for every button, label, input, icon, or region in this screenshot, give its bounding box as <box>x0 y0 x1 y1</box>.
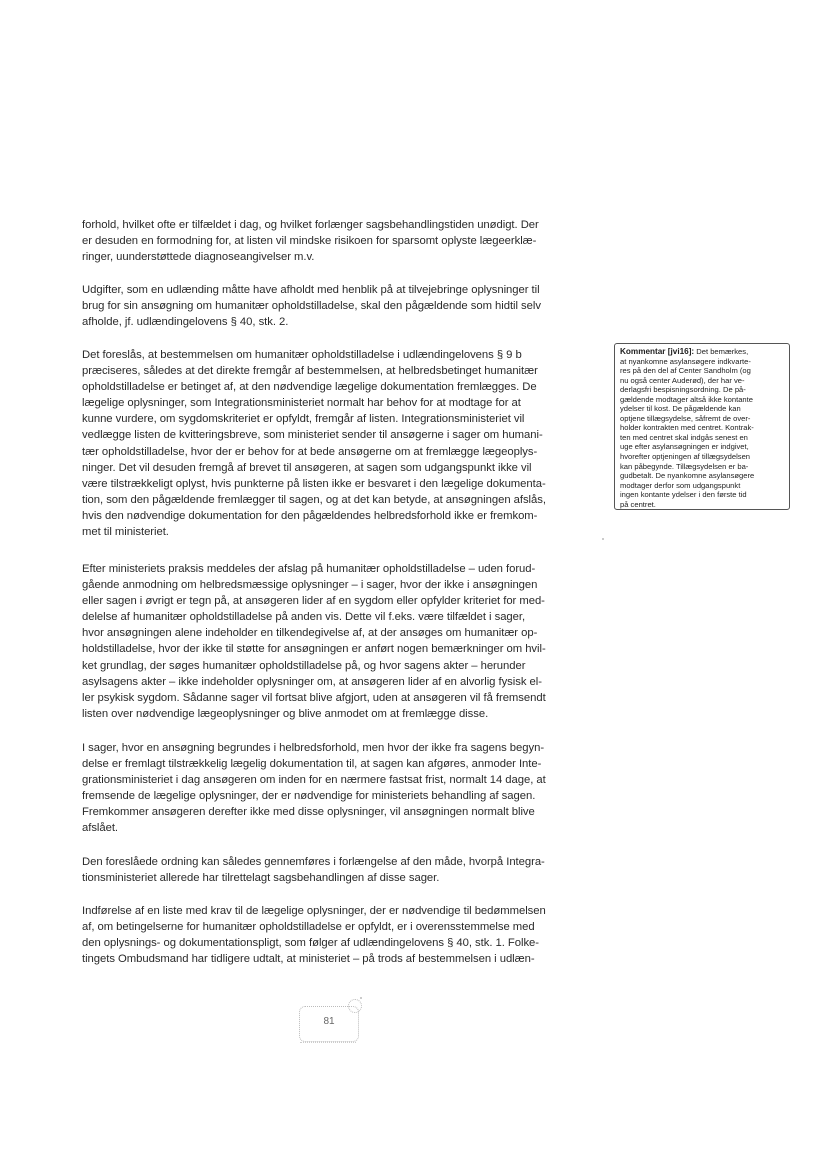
comment-line: derlagsfri bespisningsordning. De på- <box>620 385 746 395</box>
text-line: tingets Ombudsmand har tidligere udtalt, at ministeriet – på trods af bestemmelsen i udlæn- <box>82 953 535 966</box>
text-line: asylsagens akter – ikke indeholder oplysninger om, at ansøgeren lider af en alvorlig fysisk el- <box>82 675 542 688</box>
text-line: Udgifter, som en udlænding måtte have afholdt med henblik på at tilvejebringe oplysninger til <box>82 284 540 296</box>
text-line: Indførelse af en liste med krav til de lægelige oplysninger, der er nødvendige til bedømmelsen <box>82 905 546 917</box>
comment-line: på centret. <box>620 499 656 509</box>
text-line: afslået. <box>82 822 119 835</box>
text-line: brug for sin ansøgning om humanitær opholdstilladelse, skal den pågældende som hidtil selv <box>82 300 541 313</box>
text-line: ninger. Det vil desuden fremgå af brevet til ansøgeren, at sagen som udgangspunkt ikke vil <box>82 461 532 474</box>
text-line: I sager, hvor en ansøgning begrundes i helbredsforhold, men hvor der ikke fra sagens begyn- <box>82 742 545 754</box>
text-line: den oplysnings- og dokumentationspligt, som følger af udlændingelovens § 40, stk. 1. Folke- <box>82 937 539 950</box>
text-line: fremsende de lægelige oplysninger, der er nødvendige for ministeriets behandling af sagen. <box>82 790 536 803</box>
text-line: hvor ansøgningen alene indeholder en tilkendegivelse af, at der ansøges om humanitær op- <box>82 627 538 640</box>
text-line: ket grundlag, der søges humanitær opholdstilladelse på, og hvor sagens akter – herunder <box>82 659 526 672</box>
page-number-frame <box>299 1006 359 1042</box>
paragraph-4 <box>82 561 587 722</box>
comment-label: Kommentar [jvi16]: <box>620 347 695 356</box>
text-line: ringer, uunderstøttede diagnoseangivelser m.v. <box>82 251 315 264</box>
text-line: delse er fremlagt tilstrækkelig lægelig dokumentation til, at sagen kan afgøres, anmoder Inte- <box>82 758 542 771</box>
comment-first-line <box>620 347 784 357</box>
text-line: opholdstilladelse er betinget af, at den nødvendige lægelige dokumentation fremlægges. De <box>82 381 537 394</box>
comment-line: ten med centret skal indgås senest en <box>620 432 748 442</box>
frame-underline-decoration <box>300 1036 356 1043</box>
comment-line: ydelser til kost. De pågældende kan <box>620 404 741 414</box>
paragraph-6 <box>82 854 587 886</box>
comment-line: res på den del af Center Sandholm (og <box>620 366 751 376</box>
scan-speck <box>360 997 362 999</box>
text-line: af, om betingelserne for humanitær opholdstilladelse er opfyldt, er i overensstemmelse med <box>82 921 535 934</box>
comment-line: kan påbegynde. Tillægsydelsen er ba- <box>620 461 749 471</box>
text-line: kunne vurdere, om sygdomskriteriet er opfyldt, fremgår af listen. Integrationsministeriet vil <box>82 413 525 426</box>
paragraph-7 <box>82 903 587 967</box>
text-line: være tilstrækkeligt oplyst, hvis punkterne på listen ikke er besvaret i den lægelige dokumenta- <box>82 477 546 490</box>
text-line: eller sagen i øvrigt er tegn på, at ansøgeren lider af en sygdom eller opfylder kriteriet for med- <box>82 595 545 608</box>
comment-line: ingen kontante ydelser i den første tid <box>620 490 747 500</box>
text-line: delelse af humanitær opholdstilladelse på anden vis. Dette vil f.eks. være tilfældet i sager, <box>82 611 526 624</box>
text-line: holdstilladelse, hvor der ikke til støtte for ansøgningen er anført nogen bemærkninger om hvil- <box>82 643 546 656</box>
text-line: grationsministeriet i dag ansøgeren om inden for en nærmere fastsat frist, normalt 14 dage, at <box>82 774 546 787</box>
text-line: Det foreslås, at bestemmelsen om humanitær opholdstilladelse i udlændingelovens § 9 b <box>82 349 522 361</box>
text-line: Fremkommer ansøgeren derefter ikke med disse oplysninger, vil ansøgningen normalt blive <box>82 806 535 819</box>
paragraph-2 <box>82 282 587 330</box>
comment-line: nu også center Auderød), der har ve- <box>620 375 745 385</box>
text-line: Den foreslåede ordning kan således gennemføres i forlængelse af den måde, hvorpå Integra- <box>82 856 545 868</box>
page-number: 81 <box>323 1016 335 1027</box>
text-line: gående anmodning om helbredsmæssige oplysninger – i sager, hvor der ikke i ansøgningen <box>82 579 538 592</box>
comment-line: optjene tillægsydelse, såfremt de over- <box>620 413 751 423</box>
text-line: ler psykisk sygdom. Sådanne sager vil fortsat blive afgjort, uden at ansøgeren vil få fremsendt <box>82 691 546 704</box>
comment-line: modtager derfor som udgangspunkt <box>620 480 741 490</box>
paragraph-1 <box>82 217 587 265</box>
text-line: hvis den nødvendige dokumentation for den pågældendes helbredsforhold ikke er fremkom- <box>82 509 538 522</box>
comment-line: gudbetalt. De nyankomne asylansøgere <box>620 471 755 481</box>
text-line: præciseres, således at det direkte fremgår af bestemmelsen, at helbredsbetinget humanitær <box>82 365 538 378</box>
comment-line: at nyankomne asylansøgere indkvarte- <box>620 356 751 366</box>
comment-line: holder kontrakten med centret. Kontrak- <box>620 423 754 433</box>
comment-line: gældende modtager altså ikke kontante <box>620 394 753 404</box>
text-line: er desuden en formodning for, at listen vil mindske risikoen for sparsomt oplyste lægeerklæ- <box>82 235 537 248</box>
comment-text: Det bemærkes, <box>694 347 749 356</box>
text-line: Efter ministeriets praksis meddeles der afslag på humanitær opholdstilladelse – uden forud- <box>82 563 536 575</box>
paragraph-3 <box>82 347 587 540</box>
text-line: listen over nødvendige lægeoplysninger og blive anmodet om at fremlægge disse. <box>82 707 489 720</box>
text-line: lægelige oplysninger, som Integrationsministeriet normalt har behov for at modtage for at <box>82 397 521 410</box>
text-line: tær opholdstilladelse, hvor der er behov for at bede ansøgerne om at fremlægge lægeoplys- <box>82 445 538 458</box>
comment-line: hvorefter optjeningen af tillægsydelsen <box>620 452 751 462</box>
paragraph-5 <box>82 740 587 837</box>
text-line: vedlægge listen de kvitteringsbreve, som ministeriet sender til ansøgerne i sager om humani- <box>82 429 543 442</box>
text-line: forhold, hvilket ofte er tilfældet i dag, og hvilket forlænger sagsbehandlingstiden unødigt. Der <box>82 219 539 231</box>
text-line: tionsministeriet allerede har tilrettelagt sagsbehandlingen af disse sager. <box>82 872 440 885</box>
text-line: met til ministeriet. <box>82 526 169 539</box>
comment-line: uge efter asylansøgningen er indgivet, <box>620 442 749 452</box>
page-curl-decoration <box>348 999 362 1013</box>
review-comment-box[interactable] <box>614 343 790 510</box>
text-line: afholde, jf. udlændingelovens § 40, stk. 2. <box>82 316 289 329</box>
scan-speck <box>602 538 604 540</box>
text-line: tion, som den pågældende fremlægger til sagen, og at det kan betyde, at ansøgningen afslås, <box>82 493 546 506</box>
